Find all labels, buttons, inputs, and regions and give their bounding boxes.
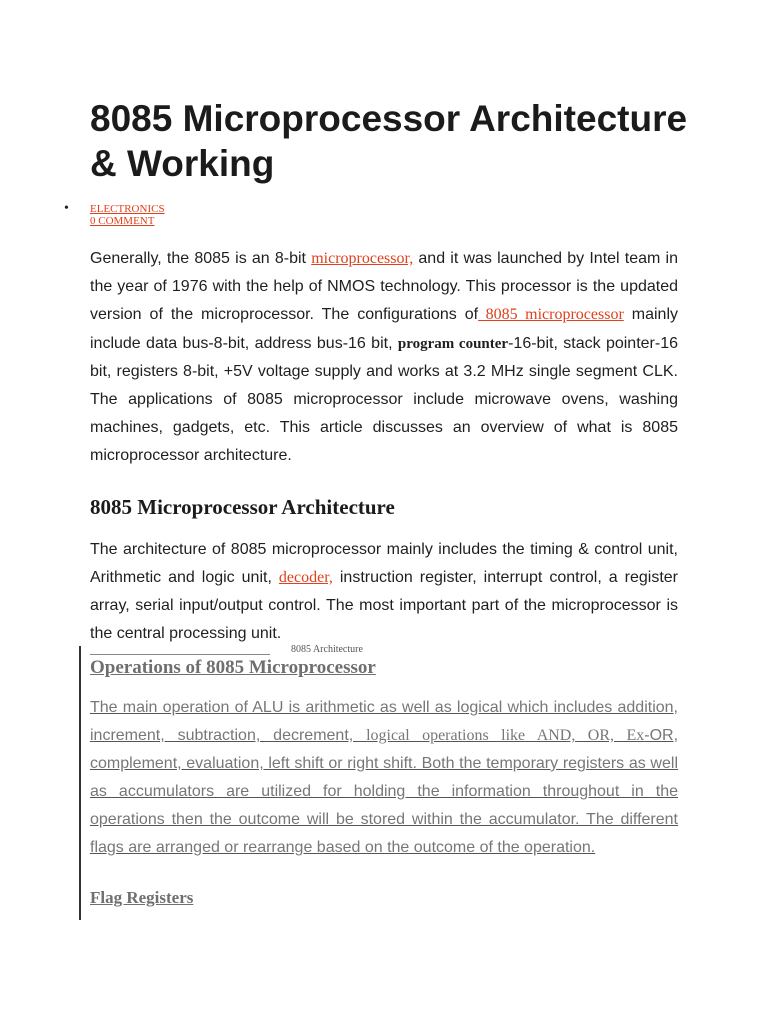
post-meta [90,203,165,227]
architecture-text-1: The architecture of 8085 microprocessor mainly includes the timing & control unit, Arithmetic and logic unit, [90,541,678,586]
8085-microprocessor-link[interactable]: 8085 microprocessor [478,306,624,324]
intro-text-1: Generally, the 8085 is an 8-bit [90,250,312,267]
page-title: 8085 Microprocessor Architecture & Working [90,98,688,184]
meta-bullet: • [64,201,69,216]
program-counter-bold: program counter [397,335,509,352]
architecture-paragraph [90,536,678,648]
operations-text-2: -OR, complement, evaluation, left shift or right shift. Both the temporary registers as well as accumulators are utilized for holding the information throughout in the operations then the outcome will be stored within the accumulator. The different flags are arranged or rearrange based on the outcome of the operation. [90,727,679,856]
caption-rule [90,654,270,655]
intro-text-4: -16-bit, stack pointer-16 bit, registers 8-bit, +5V voltage supply and works at 3.2 MHz single segment CLK. The applications of 8085 microprocessor include microwave ovens, washing machines, gadgets, etc. This article discusses an overview of what is 8085 microprocessor architecture. [90,334,678,465]
left-border-line [79,646,81,920]
operations-heading: Operations of 8085 Microprocessor [90,657,376,678]
architecture-heading: 8085 Microprocessor Architecture [90,495,395,519]
operations-text-1: The main operation of ALU is arithmetic as well as logical which includes addition, increment, subtraction, decrement, [90,699,678,744]
intro-text-3: mainly include data bus-8-bit, address bus-16 bit, [90,306,678,352]
category-link[interactable]: ELECTRONICS [90,203,165,215]
architecture-text-2: instruction register, interrupt control, a register array, serial input/output control. The most important part of the microprocessor is the central processing unit. [90,569,679,642]
comments-link[interactable]: 0 COMMENT [90,215,155,227]
operations-paragraph [90,694,678,862]
architecture-figure-caption: 8085 Architecture [291,644,363,655]
flag-registers-heading: Flag Registers [90,888,194,907]
intro-text-2: and it was launched by Intel team in the year of 1976 with the help of NMOS technology. This processor is the updated version of the microprocessor. The configurations of [90,250,678,324]
microprocessor-link[interactable]: microprocessor, [311,250,414,267]
decoder-link[interactable]: decoder, [278,569,333,586]
operations-serif-text: logical operations like AND, OR, Ex [366,727,645,744]
intro-paragraph [90,245,678,471]
